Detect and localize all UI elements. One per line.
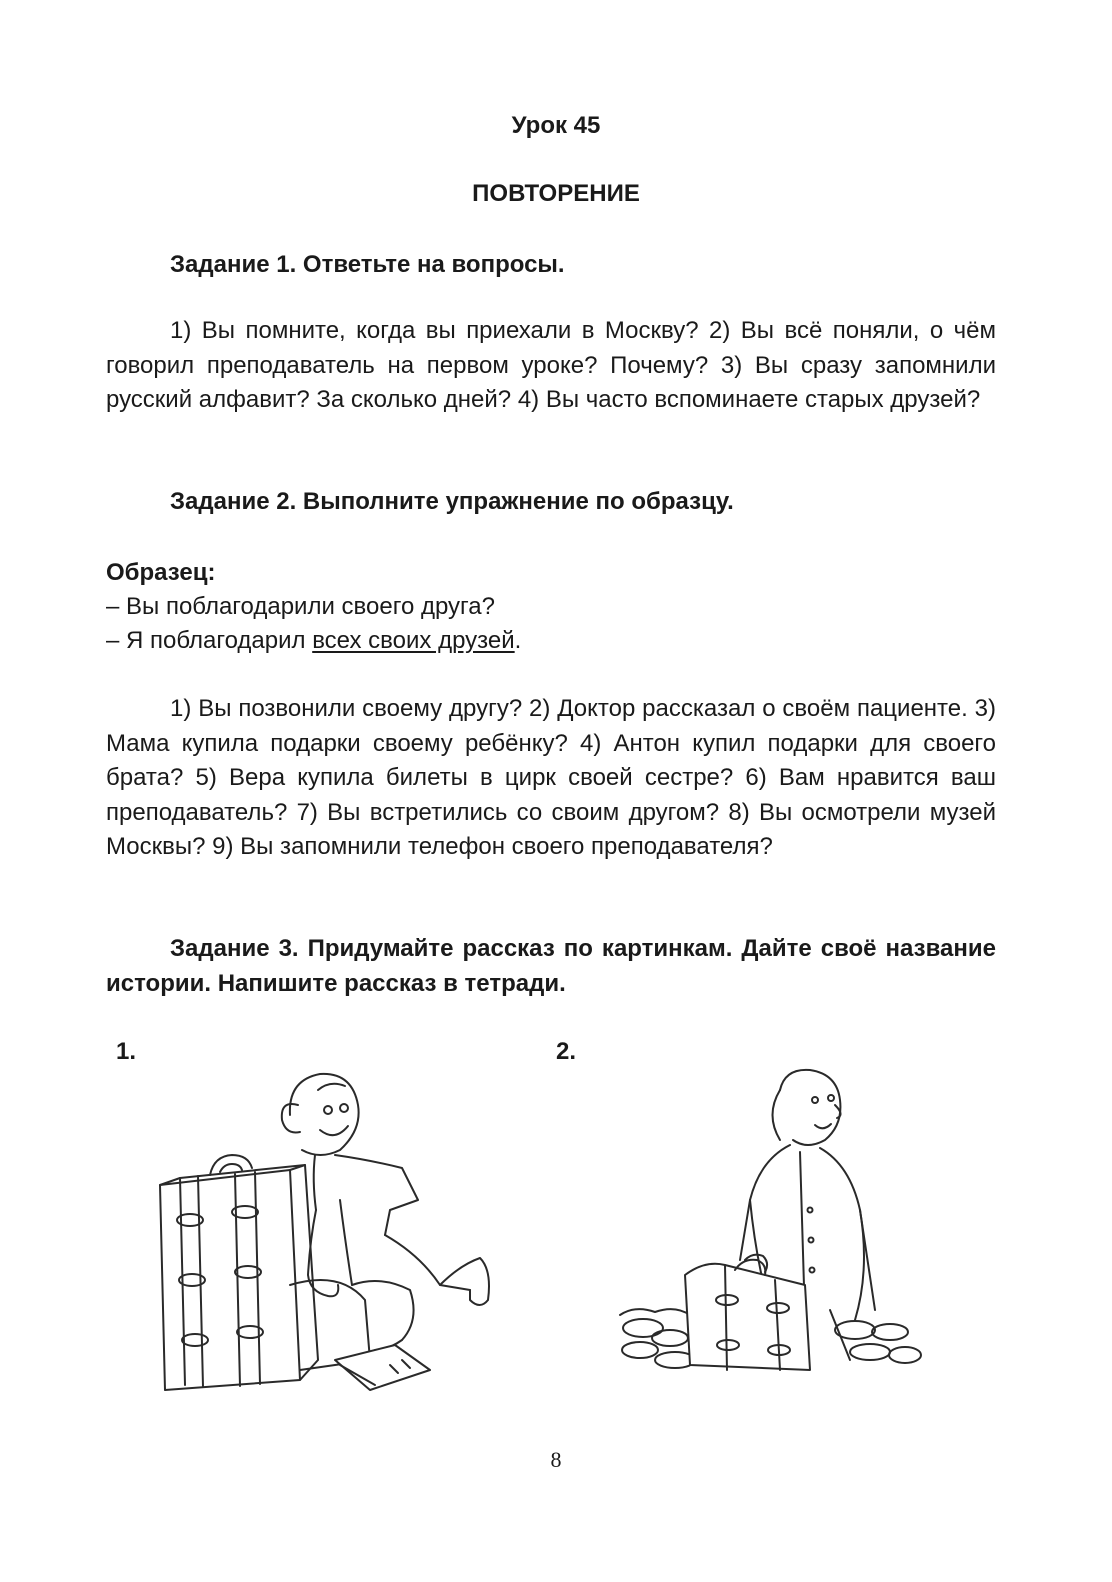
sample-answer-underlined: всех своих друзей	[312, 627, 515, 654]
man-carrying-suitcase-illustration	[615, 1060, 925, 1380]
lesson-title: Урок 45	[511, 112, 601, 139]
picture-1-label: 1.	[116, 1038, 137, 1065]
picture-2-label: 2.	[556, 1038, 577, 1065]
task1-title: Задание 1. Ответьте на вопросы.	[170, 251, 565, 278]
man-packing-suitcase-illustration	[140, 1060, 540, 1410]
sample-answer	[106, 624, 521, 658]
task2-text: 1) Вы позвонили своему другу? 2) Доктор рассказал о своём пациенте. 3) Мама купила подарки своему ребёнку? 4) Антон купил подарки для своего брата? 5) Вера купила билеты в цирк своей сестре? 6) Вам нравится ваш преподаватель? 7) Вы встретились со своим другом? 8) Вы осмотрели музей Москвы? 9) Вы запомнили телефон своего преподавателя?	[106, 695, 996, 860]
page-number: 8	[550, 1447, 562, 1472]
sample-answer-start: – Я поблагодарил	[106, 627, 313, 654]
task1-text: 1) Вы помните, когда вы приехали в Москву? 2) Вы всё поняли, о чём говорил преподаватель на первом уроке? Почему? 3) Вы сразу запомнили русский алфавит? За сколько дней? 4) Вы часто вспоминаете старых друзей?	[106, 317, 996, 413]
task2-title: Задание 2. Выполните упражнение по образцу.	[170, 488, 734, 515]
sample-answer-end: .	[514, 627, 522, 654]
sample-question: – Вы поблагодарили своего друга?	[106, 593, 495, 620]
task3-title: Задание 3. Придумайте рассказ по картинкам. Дайте своё название истории. Напишите рассказ в тетради.	[106, 935, 996, 997]
sample-label: Образец:	[106, 559, 216, 586]
lesson-subtitle: ПОВТОРЕНИЕ	[472, 180, 640, 207]
